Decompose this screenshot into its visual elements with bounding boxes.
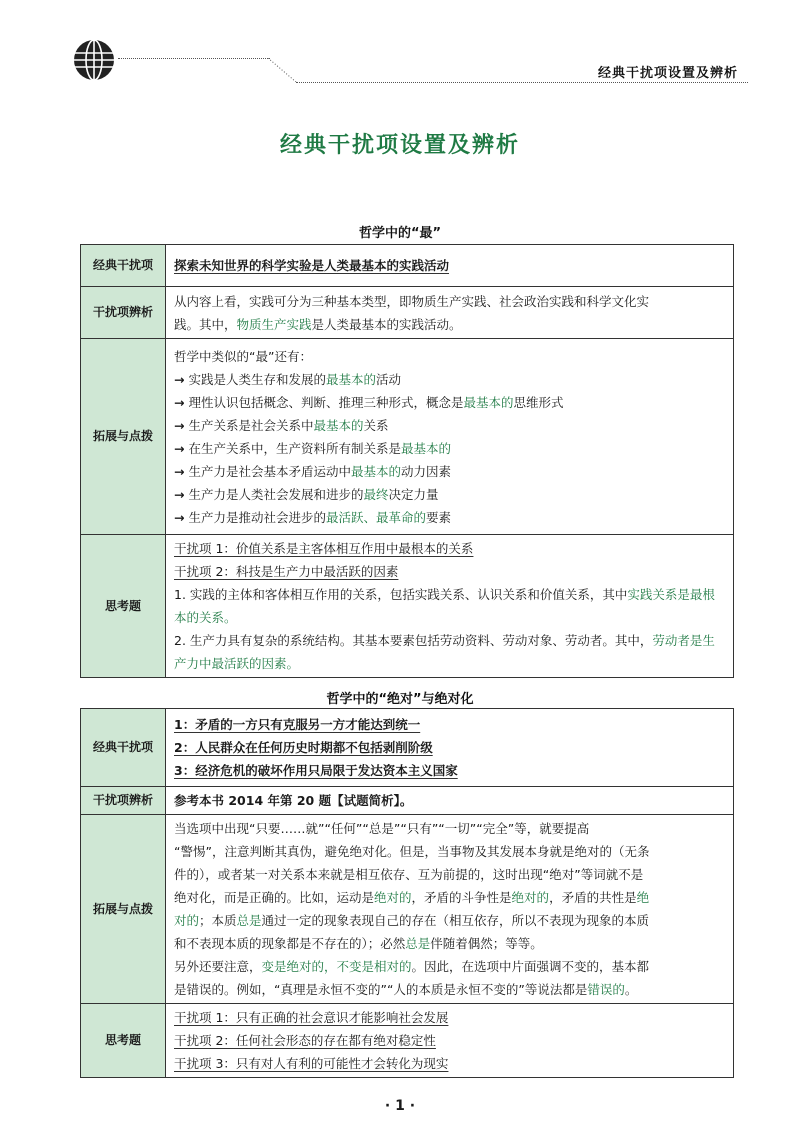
- think-answer: 2. 生产力具有复杂的系统结构。其基本要素包括劳动资料、劳动对象、劳动者。其中，劳动者是生产力中最活跃的因素。: [174, 633, 715, 671]
- arrow-icon: →: [174, 440, 185, 456]
- think-question: 干扰项 2：科技是生产力中最活跃的因素: [174, 564, 399, 579]
- row-label: 思考题: [81, 1004, 166, 1078]
- think-question: 干扰项 3：只有对人有利的可能性才会转化为现实: [174, 1056, 449, 1071]
- extension-item: → 理性认识包括概念、判断、推理三种形式，概念是最基本的思维形式: [174, 394, 564, 410]
- header-rule-right: [296, 82, 748, 83]
- row-analysis: [81, 287, 734, 339]
- row-label: 拓展与点拨: [81, 815, 166, 1004]
- arrow-icon: →: [174, 417, 185, 433]
- section-1-table: [80, 244, 734, 678]
- extension-item: → 实践是人类生存和发展的最基本的活动: [174, 371, 402, 387]
- row-extension: [81, 339, 734, 535]
- page-title: 经典干扰项设置及辨析: [279, 133, 520, 158]
- extension-line: 当选项中出现“只要……就”“任何”“总是”“只有”“一切”“完全”等，就要提高: [174, 821, 590, 836]
- extension-line: 和不表现本质的现象都是不存在的）；必然总是伴随着偶然；等等。: [174, 936, 543, 951]
- think-question: 干扰项 1：价值关系是主客体相互作用中最根本的关系: [174, 541, 474, 556]
- extension-item: → 生产力是人类社会发展和进步的最终决定力量: [174, 486, 439, 502]
- row-extension: [81, 815, 734, 1004]
- arrow-icon: →: [174, 394, 185, 410]
- distractor-text: 1：矛盾的一方只有克服另一方才能达到统一: [174, 717, 421, 732]
- header-rule-slant: [268, 58, 298, 82]
- row-label: 拓展与点拨: [81, 339, 166, 535]
- distractor-text: 2：人民群众在任何历史时期都不包括剥削阶级: [174, 740, 433, 755]
- arrow-icon: →: [174, 486, 185, 502]
- section-2-table: [80, 708, 734, 1078]
- extension-line: 是错误的。例如，“真理是永恒不变的”“人的本质是永恒不变的”等说法都是错误的。: [174, 982, 638, 997]
- section-title-1: 哲学中的“最”: [358, 226, 442, 241]
- row-distractor: [81, 709, 734, 787]
- extension-line: 绝对化，而是正确的。比如，运动是绝对的，矛盾的斗争性是绝对的，矛盾的共性是绝: [174, 890, 650, 905]
- think-answer: 1. 实践的主体和客体相互作用的关系，包括实践关系、认识关系和价值关系，其中实践关系是最根本的关系。: [174, 587, 715, 625]
- row-analysis: [81, 787, 734, 815]
- section-title-2: 哲学中的“绝对”与绝对化: [326, 692, 474, 707]
- distractor-text: 3：经济危机的破坏作用只局限于发达资本主义国家: [174, 763, 458, 778]
- extension-item: → 生产力是推动社会进步的最活跃、最革命的要素: [174, 509, 452, 525]
- row-label: 干扰项辨析: [81, 787, 166, 815]
- think-question: 干扰项 2：任何社会形态的存在都有绝对稳定性: [174, 1033, 436, 1048]
- header-rule: [118, 58, 270, 59]
- row-label: 思考题: [81, 535, 166, 678]
- analysis-line: 践。其中，物质生产实践是人类最基本的实践活动。: [174, 316, 462, 332]
- extension-item: → 在生产关系中，生产资料所有制关系是最基本的: [174, 440, 452, 456]
- highlight-text: 物质生产实践: [236, 316, 312, 332]
- page-number: · 1 ·: [384, 1098, 416, 1114]
- row-think: [81, 535, 734, 678]
- extension-item: → 生产力是社会基本矛盾运动中最基本的动力因素: [174, 463, 452, 479]
- extension-item: → 生产关系是社会关系中最基本的关系: [174, 417, 389, 433]
- row-think: [81, 1004, 734, 1078]
- think-question: 干扰项 1：只有正确的社会意识才能影响社会发展: [174, 1010, 449, 1025]
- row-label: 干扰项辨析: [81, 287, 166, 339]
- extension-intro: 哲学中类似的“最”还有：: [174, 348, 312, 364]
- extension-line: 件的），或者某一对关系本来就是相互依存、互为前提的，这时出现“绝对”等词就不是: [174, 867, 644, 882]
- extension-line: “警惕”，注意判断其真伪，避免绝对化。但是，当事物及其发展本身就是绝对的（无条: [174, 844, 650, 859]
- globe-icon: [72, 38, 116, 82]
- row-distractor: [81, 245, 734, 287]
- extension-line: 另外还要注意，变是绝对的，不变是相对的。因此，在选项中片面强调不变的，基本都: [174, 959, 650, 974]
- row-label: 经典干扰项: [81, 709, 166, 787]
- row-label: 经典干扰项: [81, 245, 166, 287]
- extension-line: 对的；本质总是通过一定的现象表现自己的存在（相互依存，所以不表现为现象的本质: [174, 913, 650, 928]
- running-head: 经典干扰项设置及辨析: [597, 66, 738, 81]
- arrow-icon: →: [174, 371, 185, 387]
- analysis-line: 从内容上看，实践可分为三种基本类型，即物质生产实践、社会政治实践和科学文化实: [174, 293, 650, 309]
- arrow-icon: →: [174, 509, 185, 525]
- distractor-text: 探索未知世界的科学实验是人类最基本的实践活动: [174, 258, 450, 273]
- analysis-line: 参考本书 2014 年第 20 题【试题简析】。: [174, 793, 413, 808]
- arrow-icon: →: [174, 463, 185, 479]
